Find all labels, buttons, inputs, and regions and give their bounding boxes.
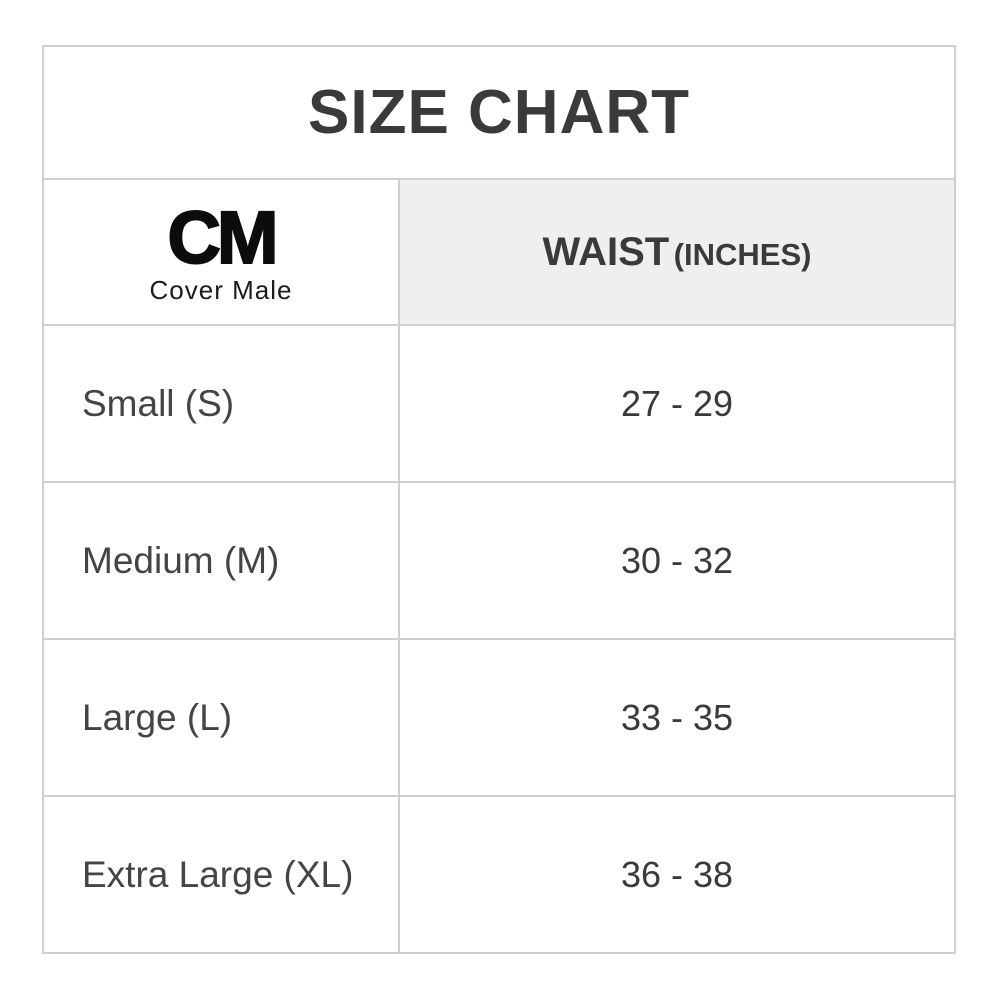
size-cell bbox=[44, 483, 398, 638]
size-cell bbox=[44, 326, 398, 481]
size-label: Extra Large (XL) bbox=[82, 853, 354, 895]
waist-cell bbox=[398, 483, 954, 638]
waist-value: 33 - 35 bbox=[620, 696, 734, 738]
cover-male-logo bbox=[149, 196, 293, 305]
waist-value: 30 - 32 bbox=[620, 539, 734, 581]
table-row-small bbox=[44, 324, 954, 481]
table-row-large bbox=[44, 638, 954, 795]
table-header-row bbox=[44, 178, 954, 324]
waist-value: 36 - 38 bbox=[620, 853, 734, 895]
waist-header-label: WAIST bbox=[542, 229, 670, 274]
brand-logo-mark: CM bbox=[167, 196, 275, 279]
size-label: Small (S) bbox=[82, 382, 235, 424]
waist-header-cell bbox=[398, 180, 954, 324]
waist-header-unit: (INCHES) bbox=[673, 236, 812, 272]
title-row bbox=[44, 47, 954, 178]
size-label: Medium (M) bbox=[82, 539, 280, 581]
size-cell bbox=[44, 797, 398, 952]
page-title: SIZE CHART bbox=[308, 78, 690, 147]
brand-logo-subtext: Cover Male bbox=[149, 275, 293, 305]
table-row-medium bbox=[44, 481, 954, 638]
brand-logo-cell bbox=[44, 180, 398, 324]
size-label: Large (L) bbox=[82, 696, 233, 738]
waist-value: 27 - 29 bbox=[620, 382, 734, 424]
table-row-extra-large bbox=[44, 795, 954, 952]
waist-cell bbox=[398, 797, 954, 952]
size-chart-table bbox=[42, 45, 956, 954]
waist-cell bbox=[398, 640, 954, 795]
size-cell bbox=[44, 640, 398, 795]
waist-column-header bbox=[543, 230, 812, 275]
waist-cell bbox=[398, 326, 954, 481]
